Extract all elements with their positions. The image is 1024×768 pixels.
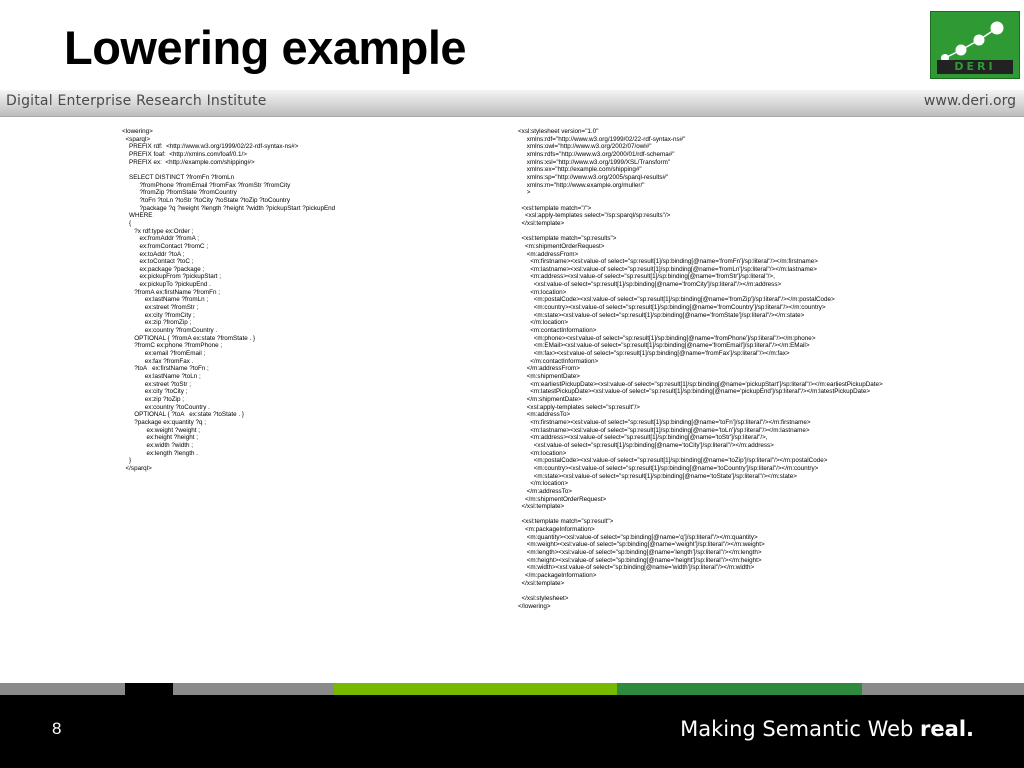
logo-text: DERI bbox=[937, 60, 1013, 74]
stripe-segment bbox=[862, 683, 1024, 695]
slogan-emphasis: real. bbox=[920, 717, 974, 741]
footer-bar bbox=[0, 695, 1024, 768]
stripe-segment bbox=[173, 683, 334, 695]
slide-number: 8 bbox=[52, 719, 62, 738]
site-url: www.deri.org bbox=[923, 93, 1016, 109]
institute-name: Digital Enterprise Research Institute bbox=[6, 93, 267, 109]
stripe-segment bbox=[334, 683, 617, 695]
deri-logo bbox=[930, 11, 1020, 79]
slogan-text: Making Semantic Web bbox=[680, 717, 921, 741]
sparql-code-block: <lowering> <sparql> PREFIX rdf: <http://www.w3.org/1999/02/22-rdf-syntax-ns#> PREFIX foaf: <http://xmlns.com/foaf/0.1/> PREFIX ex: <http://example.com/shipping#> SELECT DISTINCT ?fromFn ?fromLn ?fromPhone ?fromEmail ?fromFax ?fromStr ?fromCity ?fromZip ?fromState ?fromCountry ?toFn ?toLn ?toStr ?toCity ?toState ?toZip ?toCountry ?package ?q ?weight ?length ?height ?width ?pickupStart ?pickupEnd WHERE { ?x rdf:type ex:Order ; ex:fromAddr ?fromA ; ex:fromContact ?fromC ; ex:toAddr ?toA ; ex:toContact ?toC ; ex:package ?package ; ex:pickupFrom ?pickupStart ; ex:pickupTo ?pickupEnd . ?fromA ex:firstName ?fromFn ; ex:lastName ?fromLn ; ex:street ?fromStr ; ex:city ?fromCity ; ex:zip ?fromZip ; ex:country ?fromCountry . OPTIONAL { ?fromA ex:state ?fromState . } ?fromC ex:phone ?fromPhone ; ex:email ?fromEmail ; ex:fax ?fromFax . ?toA ex:firstName ?toFn ; ex:lastName ?toLn ; ex:street ?toStr ; ex:city ?toCity ; ex:zip ?toZip ; ex:country ?toCountry . OPTIONAL { ?toA ex:state ?toState . } ?package ex:quantity ?q ; ex:weight ?weight ; ex:height ?height ; ex:width ?width ; ex:length ?length . } </sparql> bbox=[122, 128, 336, 472]
xslt-code-block: <xsl:stylesheet version="1.0" xmlns:rdf="http://www.w3.org/1999/02/22-rdf-syntax-ns#" xmlns:owl="http://www.w3.org/2002/07/owl#" xmlns:rdfs="http://www.w3.org/2000/01/rdf-schema#" xmlns:xsl="http://www.w3.org/1999/XSL/Transform" xmlns:ex="http://example.com/shipping#" xmlns:sp="http://www.w3.org/2005/sparql-results#" xmlns:m="http://www.example.org/muller/" > <xsl:template match="/"> <xsl:apply-templates select="/sp:sparql/sp:results"/> </xsl:template> <xsl:template match="sp:results"> <m:shipmentOrderRequest> <m:addressFrom> <m:firstname><xsl:value-of select="sp:result[1]/sp:binding[@name='fromFn']/sp:literal"/></m:firstname> <m:lastname><xsl:value-of select="sp:result[1]/sp:binding[@name='fromLn']/sp:literal"/></m:lastname> <m:address><xsl:value-of select="sp:result[1]/sp:binding[@name='fromStr']/sp:literal"/>, <xsl:value-of select="sp:result[1]/sp:binding[@name='fromCity']/sp:literal"/></m:address> <m:location> <m:postalCode><xsl:value-of select="sp:result[1]/sp:binding[@name='fromZip']/sp:literal"/></m:postalCode> <m:country><xsl:value-of select="sp:result[1]/sp:binding[@name='fromCountry']/sp:literal"/></m:country> <m:state><xsl:value-of select="sp:result[1]/sp:binding[@name='fromState']/sp:literal"/></m:state> </m:location> <m:contactInformation> <m:phone><xsl:value-of select="sp:result[1]/sp:binding[@name='fromPhone']/sp:literal"/></m:phone> <m:EMail><xsl:value-of select="sp:result[1]/sp:binding[@name='fromEmail']/sp:literal"/></m:EMail> <m:fax><xsl:value-of select="sp:result[1]/sp:binding[@name='fromFax']/sp:literal"/></m:fax> </m:contactInformation> </m:addressFrom> <m:shipmentDate> <m:earliestPickupDate><xsl:value-of select="sp:result[1]/sp:binding[@name='pickupStart']/sp:literal"/></m:earliestPickupDate> <m:latestPickupDate><xsl:value-of select="sp:result[1]/sp:binding[@name='pickupEnd']/sp:literal"/></m:latestPickupDate> </m:shipmentDate> <xsl:apply-templates select="sp:result"/> <m:addressTo> <m:firstname><xsl:value-of select="sp:result[1]/sp:binding[@name='toFn']/sp:literal"/></m:firstname> <m:lastname><xsl:value-of select="sp:result[1]/sp:binding[@name='toLn']/sp:literal"/></m:lastname> <m:address><xsl:value-of select="sp:result[1]/sp:binding[@name='toStr']/sp:literal"/>, <xsl:value-of select="sp:result[1]/sp:binding[@name='toCity']/sp:literal"/></m:address> <m:location> <m:postalCode><xsl:value-of select="sp:result[1]/sp:binding[@name='toZip']/sp:literal"/></m:postalCode> <m:country><xsl:value-of select="sp:result[1]/sp:binding[@name='toCountry']/sp:literal"/></m:country> <m:state><xsl:value-of select="sp:result[1]/sp:binding[@name='toState']/sp:literal"/></m:state> </m:location> </m:addressTo> </m:shipmentOrderRequest> </xsl:template> <xsl:template match="sp:result"> <m:packageInformation> <m:quantity><xsl:value-of select="sp:binding[@name='q']/sp:literal"/></m:quantity> <m:weight><xsl:value-of select="sp:binding[@name='weight']/sp:literal"/></m:weight> <m:length><xsl:value-of select="sp:binding[@name='length']/sp:literal"/></m:length> <m:height><xsl:value-of select="sp:binding[@name='height']/sp:literal"/></m:height> <m:width><xsl:value-of select="sp:binding[@name='width']/sp:literal"/></m:width> </m:packageInformation> </xsl:template> </xsl:stylesheet> </lowering> bbox=[518, 128, 883, 610]
stripe-segment bbox=[0, 683, 125, 695]
color-stripe bbox=[0, 683, 1024, 695]
slide-title: Lowering example bbox=[64, 21, 467, 74]
footer-slogan bbox=[680, 717, 974, 741]
stripe-segment bbox=[617, 683, 862, 695]
stripe-segment bbox=[125, 683, 173, 695]
header-bar bbox=[0, 90, 1024, 117]
